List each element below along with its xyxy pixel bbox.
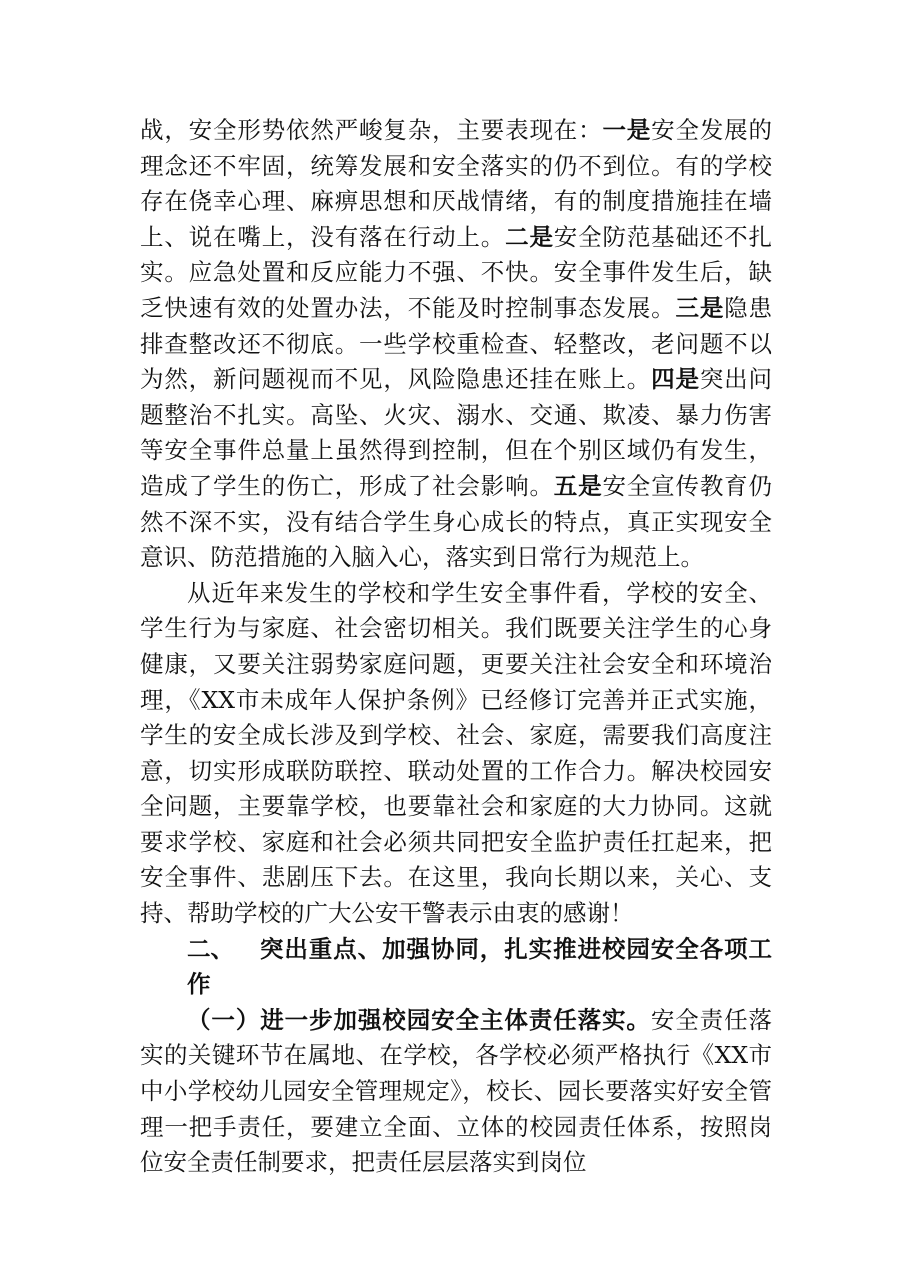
subsection-text: 安全责任落实的关键环节在属地、在学校，各学校必须严格执行《XX市中小学校幼儿园安全管理规定》，校长、园长要落实好安全管理一把手责任，要建立全面、立体的校园责任体系，按照岗位安全责任制要求，把责任层层落实到岗位 [140,1005,773,1177]
item-lead-4: 四是 [651,365,700,394]
subsection-1 [140,1003,772,1181]
item-lead-3: 三是 [675,293,725,322]
item-lead-5: 五是 [553,471,603,500]
section-heading [140,932,772,1003]
section-number: 二、 [187,934,234,963]
item-lead-2: 二是 [505,222,554,251]
item-text-3: 隐患排查整改还不彻底。一些学校重检查、轻整改，老问题不以为然，新问题视而不见，风险隐患还挂在账上。 [140,293,773,394]
paragraph-safety-problems [140,113,772,576]
item-text-1: 安全发展的理念还不牢固，统筹发展和安全落实的仍不到位。有的学校存在侥幸心理、麻痹思想和厌战情绪，有的制度措施挂在墙上、说在嘴上，没有落在行动上。 [140,116,773,251]
item-text-5: 安全宣传教育仍然不深不实，没有结合学生身心成长的特点，真正实现安全意识、防范措施的入脑入心，落实到日常行为规范上。 [140,471,773,572]
item-text-4: 突出问题整治不扎实。高坠、火灾、溺水、交通、欺凌、暴力伤害等安全事件总量上虽然得到控制，但在个别区域仍有发生，造成了学生的伤亡，形成了社会影响。 [140,365,773,500]
paragraph-intro: 战，安全形势依然严峻复杂，主要表现在： [140,116,603,144]
subsection-lead: （一）进一步加强校园安全主体责任落实。 [187,1005,651,1034]
item-text-2: 安全防范基础还不扎实。应急处置和反应能力不强、不快。安全事件发生后，缺乏快速有效的处置办法，不能及时控制事态发展。 [140,222,773,322]
section-title: 突出重点、加强协同，扎实推进校园安全各项工作 [187,934,772,999]
document-body [140,113,772,1181]
item-lead-1: 一是 [602,116,652,144]
paragraph-joint-efforts: 从近年来发生的学校和学生安全事件看，学校的安全、学生行为与家庭、社会密切相关。我们既要关注学生的心身健康，又要关注弱势家庭问题，更要关注社会安全和环境治理，《XX市未成年人保护条例》已经修订完善并正式实施，学生的安全成长涉及到学校、社会、家庭，需要我们高度注意，切实形成联防联控、联动处置的工作合力。解决校园安全问题，主要靠学校，也要靠社会和家庭的大力协同。这就要求学校、家庭和社会必须共同把安全监护责任扛起来，把安全事件、悲剧压下去。在这里，我向长期以来，关心、支持、帮助学校的广大公安干警表示由衷的感谢！ [140,578,772,928]
